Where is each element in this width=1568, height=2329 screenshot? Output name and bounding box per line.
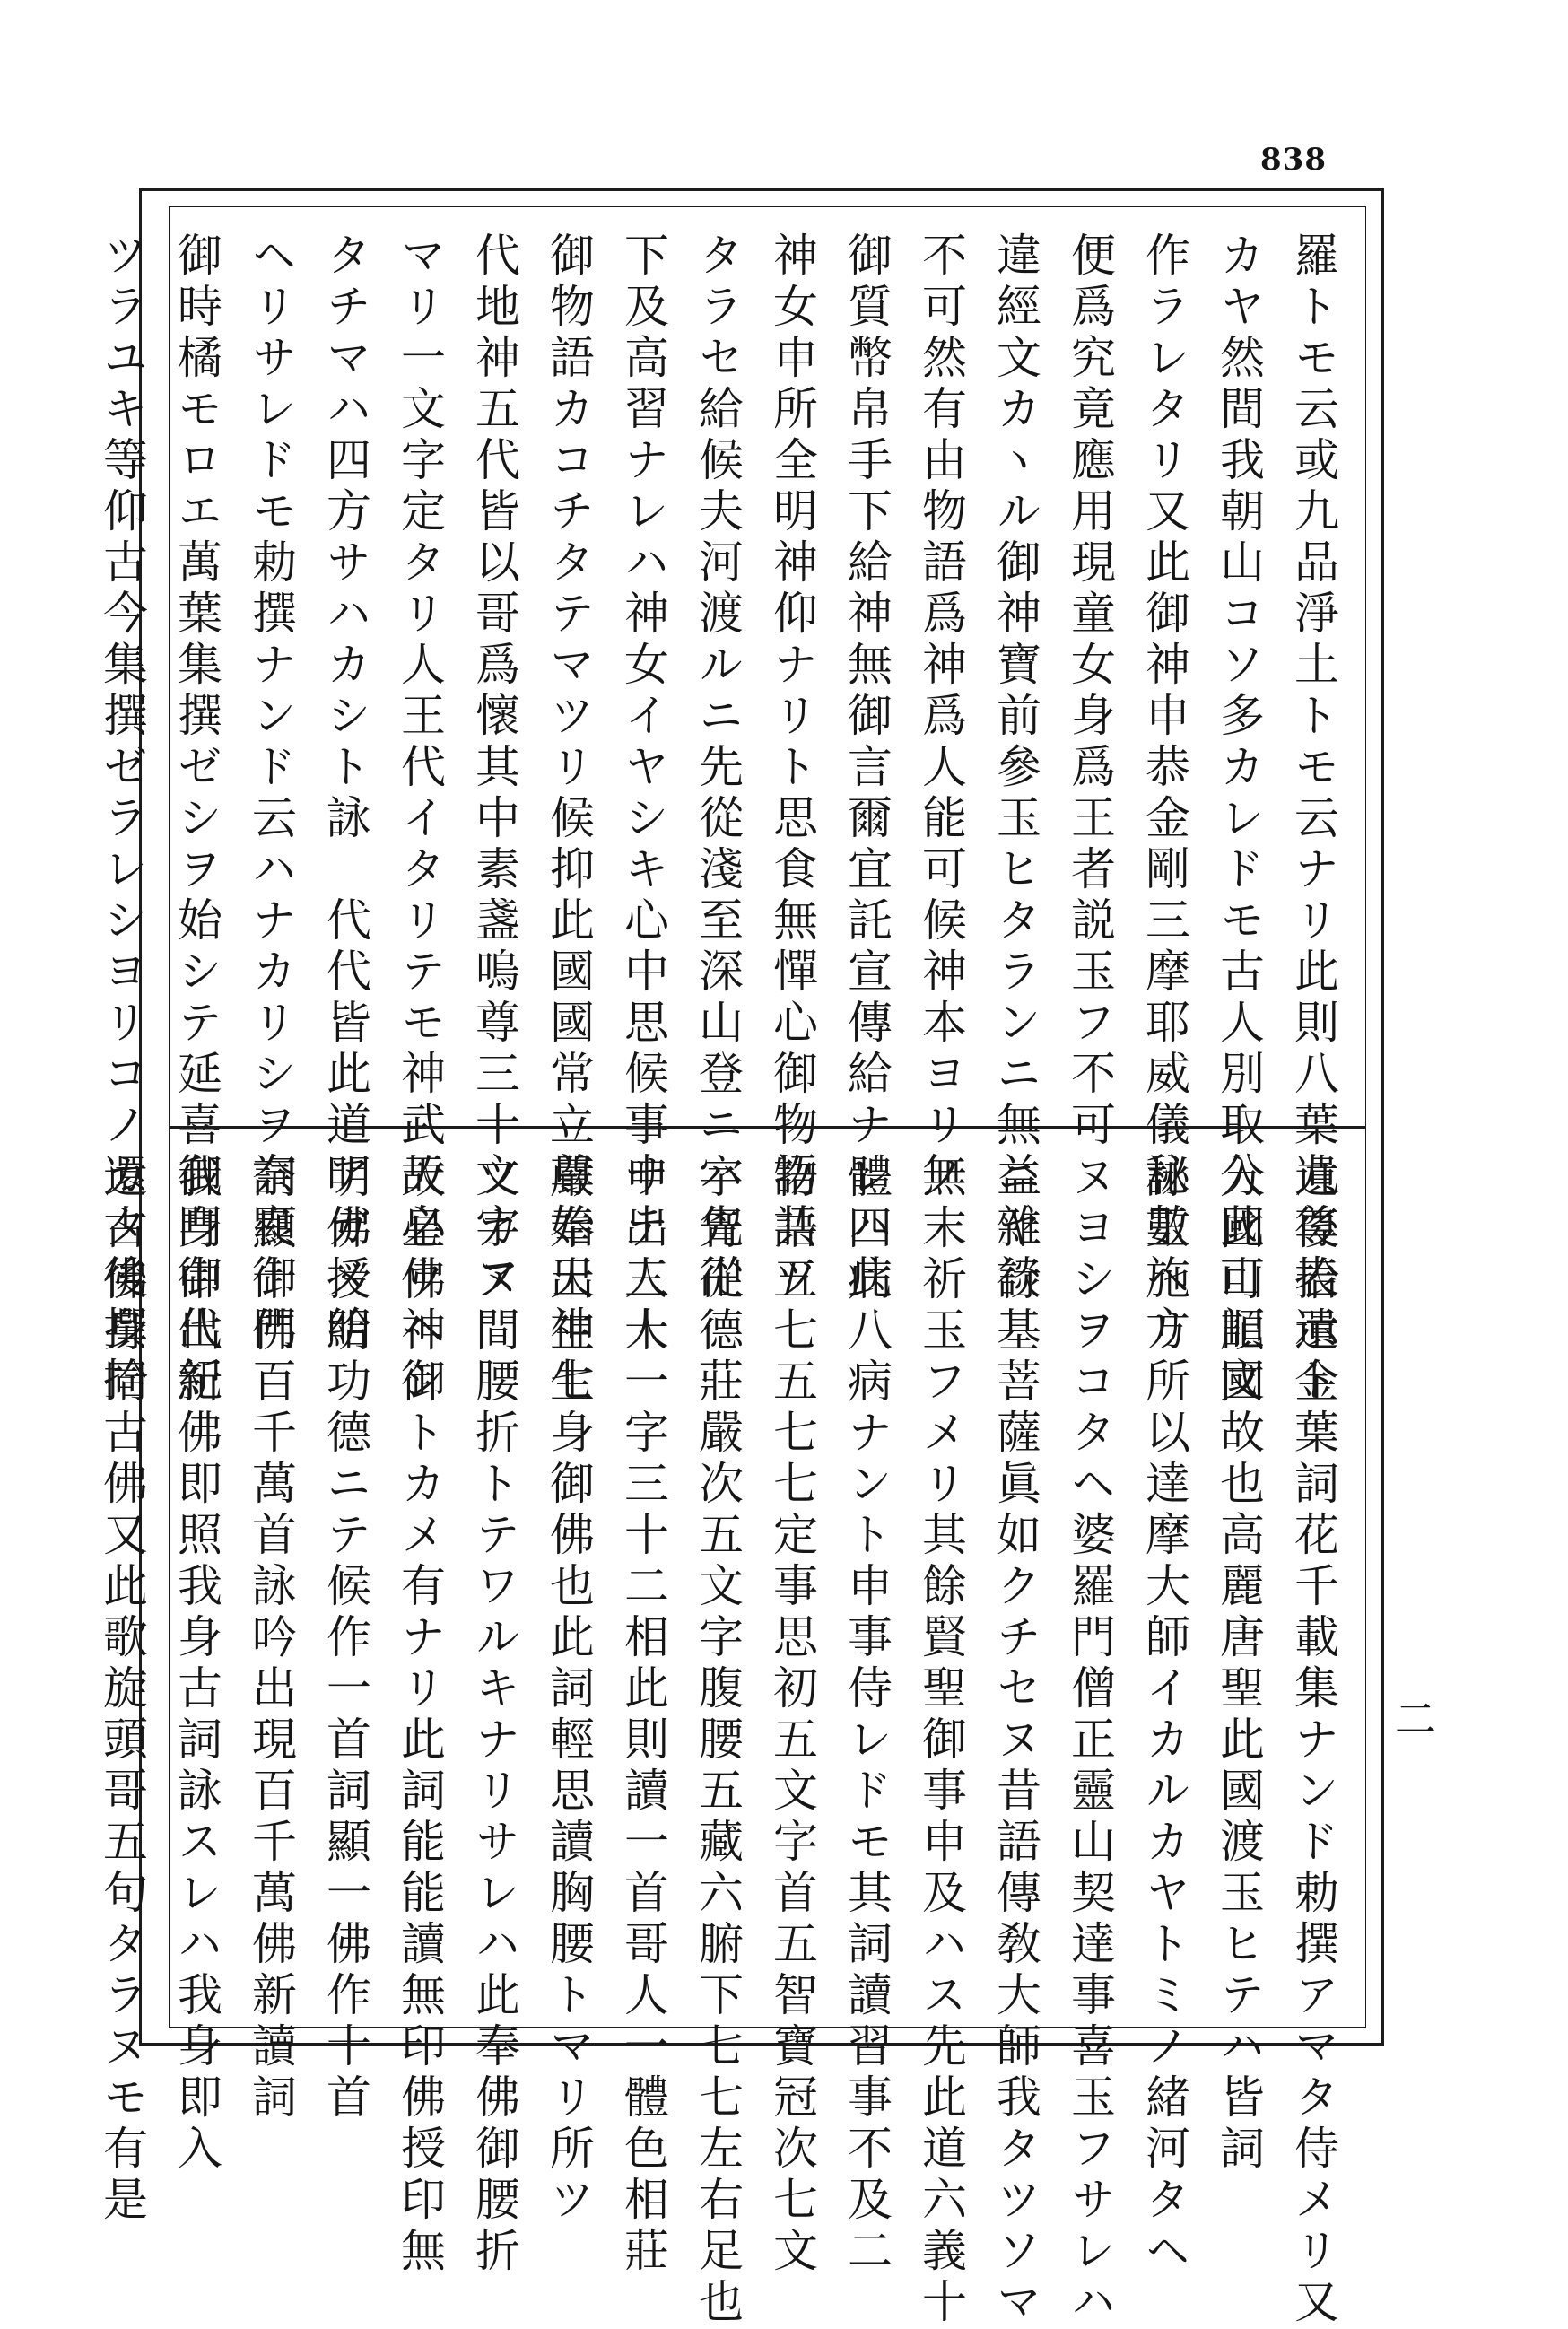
text-column: タラセ給候夫河渡ルニ先從淺至深山登ニハ先從 (692, 231, 744, 1305)
text-column: 物語五七五七七定事思初五文字首五智寶冠次七文 (766, 1153, 818, 2278)
text-column: ニヤ行基菩薩眞如クチセヌ昔語傳敎大師我タツソマ (989, 1153, 1041, 2329)
side-page-mark: 二 (1395, 1695, 1436, 1743)
text-column: ヘリサレドモ勅撰ナンド云ハナカリシヲ奈良御門 (245, 231, 297, 1356)
text-column: 明佛授明功德ニテ候作一首詞顯一佛作十首 (319, 1153, 371, 2124)
text-column: 我身中出新佛即照我身古詞詠スレハ我身即入 (170, 1153, 222, 2176)
text-column: 詞顯十佛百千萬首詠吟出現百千萬佛新讀詞 (245, 1153, 297, 2124)
text-column: 字胷卍德莊嚴次五文字腹腰五藏六腑下七七左右足也 (692, 1153, 744, 2329)
text-column: 故必佛神御トカメ有ナリ此詞能能讀無印佛授印無 (394, 1153, 446, 2278)
text-column: 代地神五代皆以哥爲懷其中素盞嗚尊三十文字ア (468, 231, 520, 1305)
text-column: タチマハ四方サハカシト詠 代代皆此道アガメ給 (319, 231, 371, 1356)
text-column: マリ一文字定タリ人王代イタリテモ神武天皇ウヘシ (394, 231, 446, 1408)
text-column: 下及高習ナレハ神女イヤシキ心中思候事申出人人 (617, 231, 669, 1356)
text-column: 羅トモ云或九品淨土トモ云ナリ此則八葉九尊表示ト (1287, 231, 1339, 1408)
text-column: 體四病八病ナント申事侍レドモ其詞讀習事不及二 (841, 1153, 893, 2278)
section-divider (169, 1126, 1366, 1129)
text-column: サテ三十一字三十二相此則讀一首哥人一體色相莊 (617, 1153, 669, 2278)
text-column: 御質幣帛手下給神無御言爾宜託宣傳給ナレハ此 (841, 231, 893, 1305)
text-column: 御時橘モロエ萬葉集撰ゼシヲ始シテ延喜御門御代紀 (170, 231, 222, 1408)
page-number: 838 (1260, 142, 1327, 178)
bottom-text-block (96, 1153, 1350, 2329)
text-column: 不可然有由物語爲神爲人能可候神本ヨリ無 (915, 231, 967, 1203)
text-column: 作ラレタリ又此御神申恭金剛三摩耶威儀秘數施方 (1138, 231, 1190, 1356)
text-column: ノ末祈玉フメリ其餘賢聖御事申及ハス先此道六義十 (915, 1153, 967, 2329)
top-text-block (96, 231, 1350, 1408)
text-column: 嚴奉出生生身御佛也此詞輕思讀胸腰トマリ所ツ (543, 1153, 595, 2227)
text-column: 違經文カヽル御神寶前參玉ヒタランニ無益雜談 (989, 231, 1041, 1305)
text-column: 神女申所全明神仰ナリト思食無憚心御物語共ツ (766, 231, 818, 1305)
text-column: 還古佛身同古佛又此歌旋頭哥五句タラヌモ有是 (96, 1153, 148, 2227)
text-column: ツカヌ間腰折トテワルキナリサレハ此奉佛御腰折 (468, 1153, 520, 2278)
text-column: 入國可順國故也高麗唐聖此國渡玉ヒテハ皆詞 (1213, 1153, 1265, 2176)
text-column: 御物語カコチタテマツリ候抑此國國常立尊始天神七 (543, 231, 595, 1408)
text-column: カヤ然間我朝山コソ多カレドモ古人別取分此山記文 (1213, 231, 1265, 1408)
text-column: 詠玉ヘリ所以達摩大師イカルカヤトミノ緒河タヘ (1138, 1153, 1190, 2278)
text-column: 遺後拾遺金葉詞花千載集ナンド勅撰アマタ侍メリ又 (1287, 1153, 1339, 2329)
text-column: ツラユキ等仰古今集撰ゼラレシヨリコノカタ後撰拾 (96, 231, 148, 1408)
text-column: ヌヨシヲコタヘ婆羅門僧正靈山契達事喜玉フサレハ (1064, 1153, 1116, 2329)
text-column: 便爲究竟應用現童女身爲王者説玉フ不可 (1064, 231, 1116, 1152)
